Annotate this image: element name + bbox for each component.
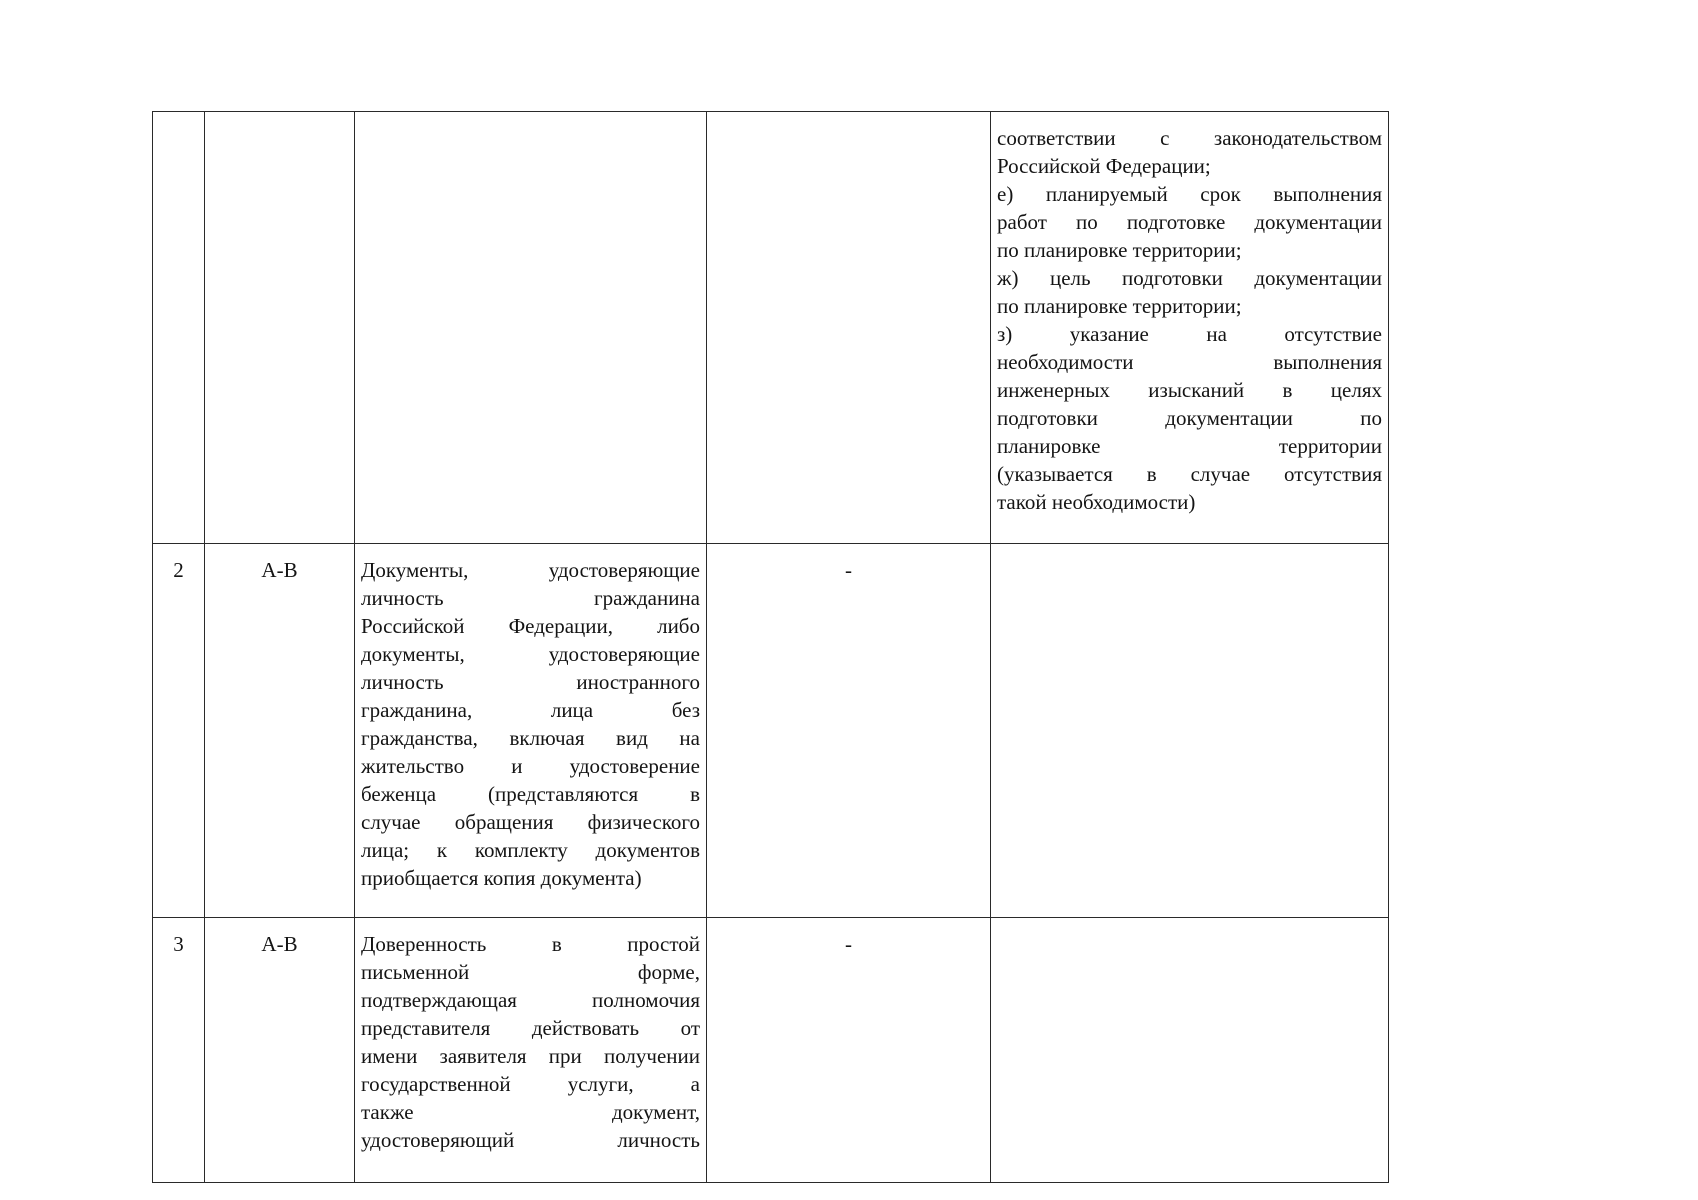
note-line: соответствии с законодательством <box>997 126 1382 150</box>
requirement-cell: - <box>707 918 991 1183</box>
note-line: подготовки документации по <box>997 406 1382 430</box>
document-line: личность гражданина <box>361 586 700 610</box>
note-line: работ по подготовке документации <box>997 210 1382 234</box>
document-line: случае обращения физического <box>361 810 700 834</box>
note-line: инженерных изысканий в целях <box>997 378 1382 402</box>
row-number-cell <box>153 112 205 544</box>
document-cell <box>355 112 707 544</box>
note-cell <box>991 918 1389 1183</box>
note-line: (указывается в случае отсутствия <box>997 462 1382 486</box>
document-line: Доверенность в простой <box>361 932 700 956</box>
document-line: гражданина, лица без <box>361 698 700 722</box>
document-line: Российской Федерации, либо <box>361 614 700 638</box>
documents-table <box>152 111 1389 1183</box>
category-cell: А-В <box>205 544 355 918</box>
note-line: необходимости выполнения <box>997 350 1382 374</box>
document-line: подтверждающая полномочия <box>361 988 700 1012</box>
note-line: е) планируемый срок выполнения <box>997 182 1382 206</box>
requirement-cell <box>707 112 991 544</box>
row-number-cell: 2 <box>153 544 205 918</box>
document-line: также документ, <box>361 1100 700 1124</box>
note-line: по планировке территории; <box>997 238 1242 262</box>
document-line: документы, удостоверяющие <box>361 642 700 666</box>
document-line: удостоверяющий личность <box>361 1128 700 1152</box>
document-line: государственной услуги, а <box>361 1072 700 1096</box>
document-line: письменной форме, <box>361 960 700 984</box>
document-line: личность иностранного <box>361 670 700 694</box>
document-line: имени заявителя при получении <box>361 1044 700 1068</box>
note-line: планировке территории <box>997 434 1382 458</box>
note-line: ж) цель подготовки документации <box>997 266 1382 290</box>
document-line: приобщается копия документа) <box>361 866 642 890</box>
document-line: гражданства, включая вид на <box>361 726 700 750</box>
table-row <box>153 112 1389 544</box>
note-cell <box>991 544 1389 918</box>
note-line: по планировке территории; <box>997 294 1242 318</box>
note-cell <box>991 112 1389 544</box>
document-line: представителя действовать от <box>361 1016 700 1040</box>
note-line: такой необходимости) <box>997 490 1196 514</box>
table-row <box>153 544 1389 918</box>
table-row <box>153 918 1389 1183</box>
category-cell: А-В <box>205 918 355 1183</box>
row-number-cell: 3 <box>153 918 205 1183</box>
note-line: з) указание на отсутствие <box>997 322 1382 346</box>
requirement-cell: - <box>707 544 991 918</box>
document-line: лица; к комплекту документов <box>361 838 700 862</box>
note-line: Российской Федерации; <box>997 154 1211 178</box>
category-cell <box>205 112 355 544</box>
document-line: жительство и удостоверение <box>361 754 700 778</box>
document-line: беженца (представляются в <box>361 782 700 806</box>
document-cell <box>355 918 707 1183</box>
document-line: Документы, удостоверяющие <box>361 558 700 582</box>
document-cell <box>355 544 707 918</box>
